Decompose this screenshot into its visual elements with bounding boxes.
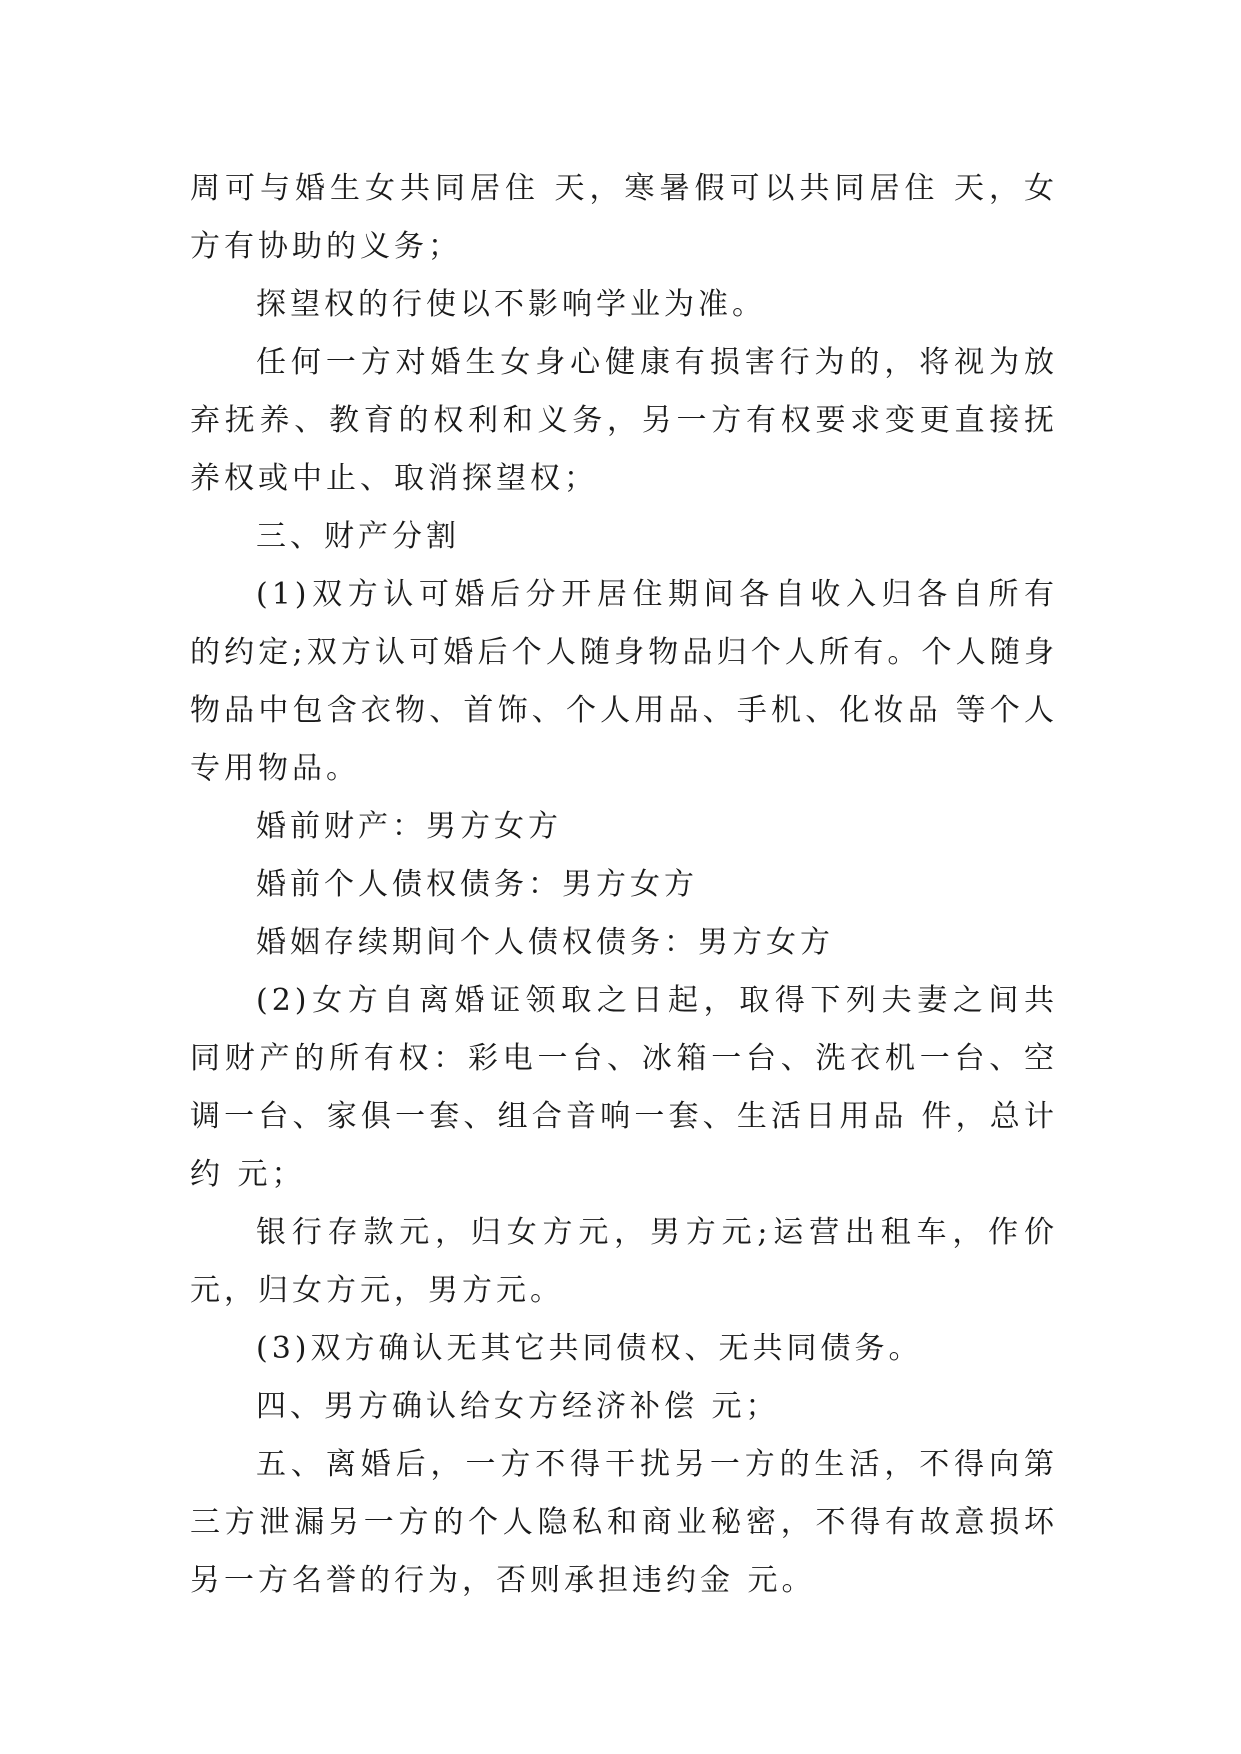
- document-body: [190, 160, 1058, 1610]
- section-heading-property-division: 三、财产分割: [256, 519, 460, 554]
- paragraph-personal-belongings: (1)双方认可婚后分开居住期间各自收入归各自所有的约定;双方认可婚后个人随身物品归个人所有。个人随身物品中包含衣物、首饰、个人用品、手机、化妆品 等个人专用物品。: [190, 577, 1058, 786]
- paragraph-bank-deposit-taxi: 银行存款元，归女方元，男方元;运营出租车，作价元，归女方元，男方元。: [190, 1215, 1058, 1308]
- paragraph-harm-clause: 任何一方对婚生女身心健康有损害行为的，将视为放弃抚养、教育的权利和义务，另一方有权要求变更直接抚养权或中止、取消探望权；: [190, 345, 1058, 496]
- paragraph-visitation-principle: 探望权的行使以不影响学业为准。: [256, 287, 766, 322]
- section-heading-compensation: 四、男方确认给女方经济补偿 元；: [256, 1389, 780, 1424]
- paragraph-no-joint-debts: (3)双方确认无其它共同债权、无共同债务。: [256, 1331, 923, 1366]
- section-heading-non-interference: 五、离婚后，一方不得干扰另一方的生活，不得向第三方泄漏另一方的个人隐私和商业秘密，不得有故意损坏另一方名誉的行为，否则承担违约金 元。: [190, 1447, 1058, 1598]
- paragraph-visitation-schedule: 周可与婚生女共同居住 天，寒暑假可以共同居住 天，女方有协助的义务；: [190, 171, 1058, 264]
- paragraph-premarital-property: 婚前财产：男方女方: [256, 809, 562, 844]
- paragraph-marital-debts: 婚姻存续期间个人债权债务：男方女方: [256, 925, 834, 960]
- paragraph-joint-property-to-wife: (2)女方自离婚证领取之日起，取得下列夫妻之间共同财产的所有权：彩电一台、冰箱一台、洗衣机一台、空调一台、家俱一套、组合音响一套、生活日用品 件，总计约 元；: [190, 983, 1058, 1192]
- paragraph-premarital-debts: 婚前个人债权债务：男方女方: [256, 867, 698, 902]
